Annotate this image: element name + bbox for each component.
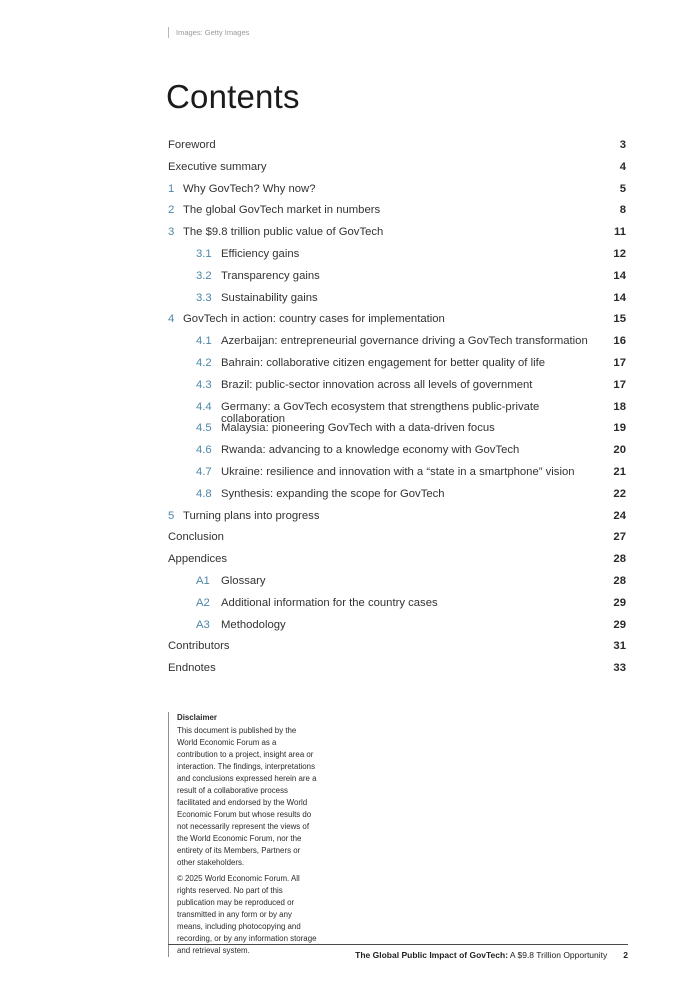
toc-entry-label: Foreword <box>168 139 216 151</box>
toc-entry-label: Appendices <box>168 553 228 566</box>
toc-entry-page: 15 <box>613 313 626 326</box>
toc-entry-page: 28 <box>613 574 626 587</box>
toc-entry[interactable] <box>168 597 626 619</box>
toc-entry-number: 1 <box>168 182 175 195</box>
footer-divider <box>168 944 628 945</box>
toc-entry[interactable] <box>168 466 626 488</box>
disclaimer-body: This document is published by the World Economic Forum as a contribution to a project, insight area or interaction. The findings, interpretations and conclusions expressed herein are a result of a collaborative process facilitated and endorsed by the World Economic Forum but whose results do not necessarily represent the views of the World Economic Forum, nor the entirety of its Members, Partners or other stakeholders. <box>177 726 317 868</box>
toc-entry[interactable] <box>168 531 626 553</box>
toc-entry-page: 19 <box>613 422 626 435</box>
toc-entry[interactable] <box>168 161 626 183</box>
toc-entry-page: 11 <box>614 226 626 239</box>
toc-entry[interactable] <box>168 248 626 270</box>
toc-entry-label: Germany: a GovTech ecosystem that strengthens public-private collaboration <box>221 400 540 425</box>
toc-entry-number: 2 <box>168 204 175 217</box>
toc-entry-label: Azerbaijan: entrepreneurial governance driving a GovTech transformation <box>221 335 588 348</box>
footer-text <box>168 950 628 960</box>
toc-entry-label: Methodology <box>221 618 286 631</box>
toc-entry-label: GovTech in action: country cases for implementation <box>183 313 445 326</box>
toc-entry[interactable] <box>168 379 626 401</box>
toc-entry-label: Ukraine: resilience and innovation with a “state in a smartphone” vision <box>221 465 575 478</box>
toc-entry-page: 24 <box>613 509 626 522</box>
toc-entry-label: Sustainability gains <box>221 291 318 304</box>
toc-entry[interactable] <box>168 444 626 466</box>
toc-entry-page: 8 <box>619 204 626 217</box>
footer-page-number: 2 <box>623 950 628 960</box>
toc-entry-page: 17 <box>613 356 626 369</box>
toc-entry-page: 3 <box>619 139 626 151</box>
toc-entry-label: Executive summary <box>168 160 267 173</box>
toc-entry-label: Glossary <box>221 574 266 587</box>
toc-entry-number: 4.5 <box>196 422 212 435</box>
toc-entry-page: 17 <box>613 378 626 391</box>
disclaimer-copyright: © 2025 World Economic Forum. All rights reserved. No part of this publication may be reproduced or transmitted in any form or by any means, including photocopying and recording, or by any information storage and retrieval system. <box>177 874 317 956</box>
toc-entry[interactable] <box>168 313 626 335</box>
toc-entry-page: 27 <box>613 531 626 544</box>
footer-document-title: The Global Public Impact of GovTech: <box>355 950 509 960</box>
toc-entry-label: Bahrain: collaborative citizen engagement for better quality of life <box>221 356 546 369</box>
disclaimer <box>168 712 318 957</box>
toc-entry[interactable] <box>168 640 626 662</box>
toc-entry-label: Conclusion <box>168 531 224 544</box>
toc-entry[interactable] <box>168 662 626 684</box>
page-title: Contents <box>166 78 300 115</box>
toc-entry-label: Efficiency gains <box>221 247 300 260</box>
toc-entry-number: 3.3 <box>196 291 212 304</box>
toc-entry-page: 14 <box>613 291 626 304</box>
toc-entry-number: 4.7 <box>196 465 212 478</box>
toc-entry-label: Rwanda: advancing to a knowledge economy with GovTech <box>221 444 520 457</box>
toc-entry-number: A3 <box>196 618 210 631</box>
toc-entry-label: Brazil: public-sector innovation across all levels of government <box>221 378 533 391</box>
toc-entry-number: A2 <box>196 596 210 609</box>
toc-entry-label: Why GovTech? Why now? <box>183 182 316 195</box>
toc-entry-page: 31 <box>613 640 626 653</box>
toc-entry[interactable] <box>168 204 626 226</box>
toc-entry[interactable] <box>168 183 626 205</box>
toc-entry-page: 12 <box>613 247 626 260</box>
toc-entry[interactable] <box>168 510 626 532</box>
toc-entry[interactable] <box>168 619 626 641</box>
toc-entry-number: 4.1 <box>196 335 212 348</box>
toc-entry[interactable] <box>168 270 626 292</box>
footer-document-subtitle: A $9.8 Trillion Opportunity <box>508 950 608 960</box>
toc-entry-number: 4.2 <box>196 356 212 369</box>
toc-entry-number: 4.6 <box>196 444 212 457</box>
toc-entry-page: 21 <box>613 465 626 478</box>
toc-entry-label: Turning plans into progress <box>183 509 320 522</box>
toc-entry-label: Additional information for the country cases <box>221 596 438 609</box>
toc-entry-page: 5 <box>619 182 626 195</box>
toc-entry-label: Endnotes <box>168 662 216 675</box>
toc-entry-page: 4 <box>619 160 626 173</box>
toc-entry-label: Contributors <box>168 640 230 653</box>
toc-entry-label: Transparency gains <box>221 269 320 282</box>
toc-entry-page: 22 <box>613 487 626 500</box>
toc-entry[interactable] <box>168 422 626 444</box>
toc-entry-page: 29 <box>613 596 626 609</box>
toc-entry[interactable] <box>168 226 626 248</box>
toc-entry-number: 3 <box>168 226 175 239</box>
toc-entry-number: 5 <box>168 509 175 522</box>
toc-entry-label: Malaysia: pioneering GovTech with a data-driven focus <box>221 422 495 435</box>
disclaimer-heading: Disclaimer <box>177 713 217 722</box>
toc-entry[interactable] <box>168 292 626 314</box>
toc-entry-page: 28 <box>613 553 626 566</box>
toc-entry-page: 14 <box>613 269 626 282</box>
toc-entry[interactable] <box>168 139 626 161</box>
toc-entry-page: 33 <box>613 662 626 675</box>
toc-entry[interactable] <box>168 575 626 597</box>
toc-entry-number: 4 <box>168 313 175 326</box>
toc-entry-number: 4.4 <box>196 400 212 413</box>
toc-entry-number: 3.2 <box>196 269 212 282</box>
toc-entry[interactable] <box>168 335 626 357</box>
page-footer <box>168 944 628 960</box>
toc-entry-label: The $9.8 trillion public value of GovTech <box>183 226 384 239</box>
toc-entry-number: A1 <box>196 574 210 587</box>
toc-entry[interactable] <box>168 553 626 575</box>
toc-entry-number: 4.3 <box>196 378 212 391</box>
toc-entry-page: 20 <box>613 444 626 457</box>
toc-entry-number: 4.8 <box>196 487 212 500</box>
toc-entry-label: The global GovTech market in numbers <box>183 204 381 217</box>
toc-entry-page: 18 <box>613 400 626 413</box>
toc-list <box>168 139 626 684</box>
toc-entry-number: 3.1 <box>196 247 212 260</box>
toc-entry-page: 29 <box>613 618 626 631</box>
toc-entry[interactable] <box>168 401 626 423</box>
toc-entry[interactable] <box>168 357 626 379</box>
toc-entry-page: 16 <box>613 335 626 348</box>
toc-entry-label: Synthesis: expanding the scope for GovTech <box>221 487 445 500</box>
image-credit: Images: Getty Images <box>168 27 249 38</box>
toc-entry[interactable] <box>168 488 626 510</box>
